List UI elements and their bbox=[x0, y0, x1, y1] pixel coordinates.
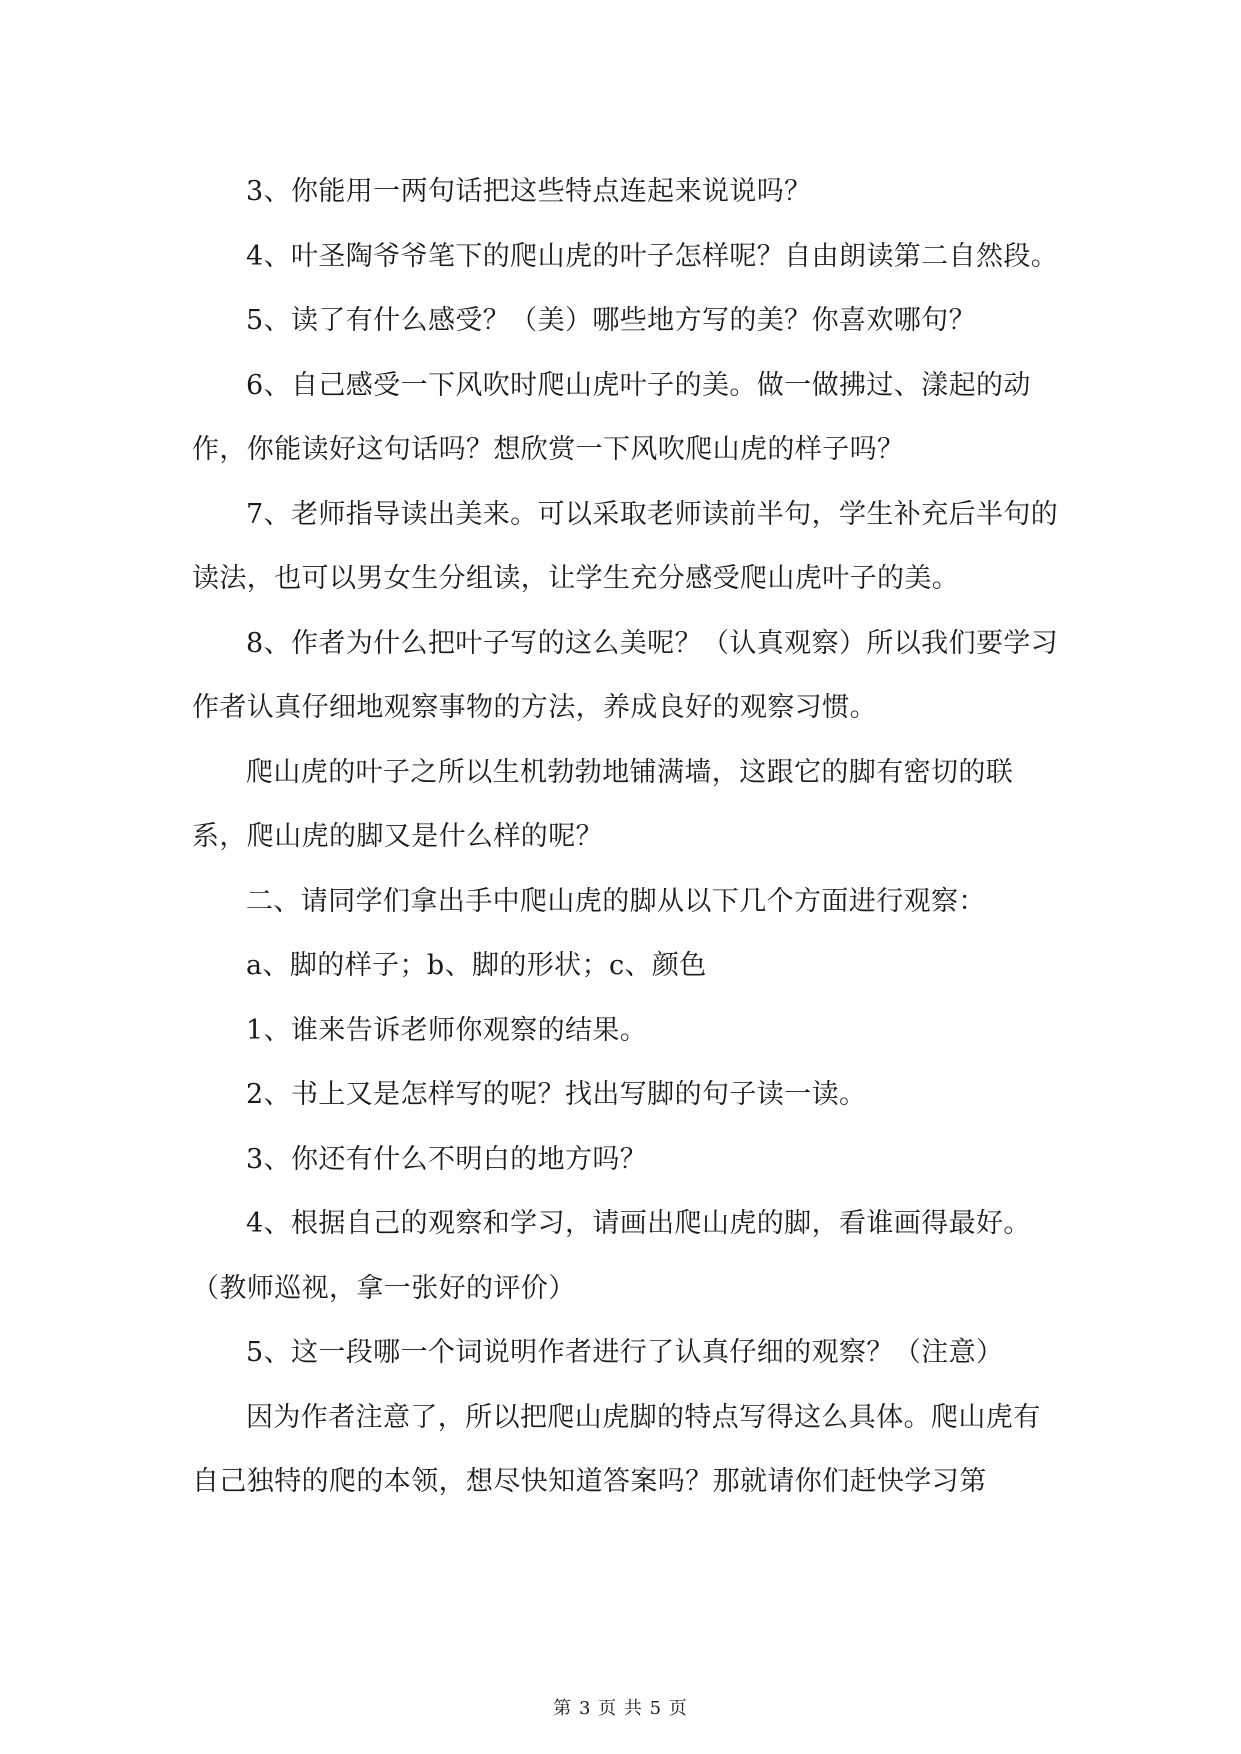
paragraph: 4、叶圣陶爷爷笔下的爬山虎的叶子怎样呢？自由朗读第二自然段。 bbox=[246, 240, 1059, 272]
paragraph: 4、根据自己的观察和学习，请画出爬山虎的脚，看谁画得最好。（教师巡视，拿一张好的评价） bbox=[192, 1208, 1031, 1304]
paragraph: 3、你还有什么不明白的地方吗？ bbox=[246, 1143, 648, 1175]
paragraph: 5、读了有什么感受？（美）哪些地方写的美？你喜欢哪句？ bbox=[246, 305, 976, 336]
page-footer bbox=[0, 1694, 1241, 1720]
paragraph: 因为作者注意了，所以把爬山虎脚的特点写得这么具体。爬山虎有自己独特的爬的本领，想尽快知道答案吗？那就请你们赶快学习第 bbox=[192, 1401, 1041, 1497]
paragraph: 5、这一段哪一个词说明作者进行了认真仔细的观察？（注意） bbox=[246, 1337, 1004, 1368]
paragraph: 7、老师指导读出美来。可以采取老师读前半句，学生补充后半句的读法，也可以男女生分组读，让学生充分感受爬山虎叶子的美。 bbox=[192, 498, 1059, 594]
paragraph: 6、自己感受一下风吹时爬山虎叶子的美。做一做拂过、漾起的动作，你能读好这句话吗？想欣赏一下风吹爬山虎的样子吗？ bbox=[192, 369, 1031, 465]
paragraph: 3、你能用一两句话把这些特点连起来说说吗？ bbox=[246, 176, 812, 207]
paragraph: 爬山虎的叶子之所以生机勃勃地铺满墙，这跟它的脚有密切的联系，爬山虎的脚又是什么样的呢？ bbox=[192, 756, 1014, 852]
paragraph: 1、谁来告诉老师你观察的结果。 bbox=[246, 1014, 648, 1046]
paragraph: a、脚的样子；b、脚的形状；c、颜色 bbox=[246, 950, 707, 981]
footer-prefix: 第 bbox=[553, 1698, 573, 1719]
footer-suffix: 页 bbox=[668, 1698, 688, 1719]
footer-current-page: 3 bbox=[578, 1698, 592, 1719]
footer-middle: 页 共 bbox=[598, 1698, 643, 1719]
paragraph: 二、请同学们拿出手中爬山虎的脚从以下几个方面进行观察： bbox=[246, 885, 986, 917]
paragraph: 8、作者为什么把叶子写的这么美呢？（认真观察）所以我们要学习作者认真仔细地观察事物的方法，养成良好的观察习惯。 bbox=[192, 627, 1059, 723]
footer-total-pages: 5 bbox=[649, 1698, 663, 1719]
paragraph: 2、书上又是怎样写的呢？找出写脚的句子读一读。 bbox=[246, 1079, 867, 1110]
body-text bbox=[192, 160, 1062, 1515]
